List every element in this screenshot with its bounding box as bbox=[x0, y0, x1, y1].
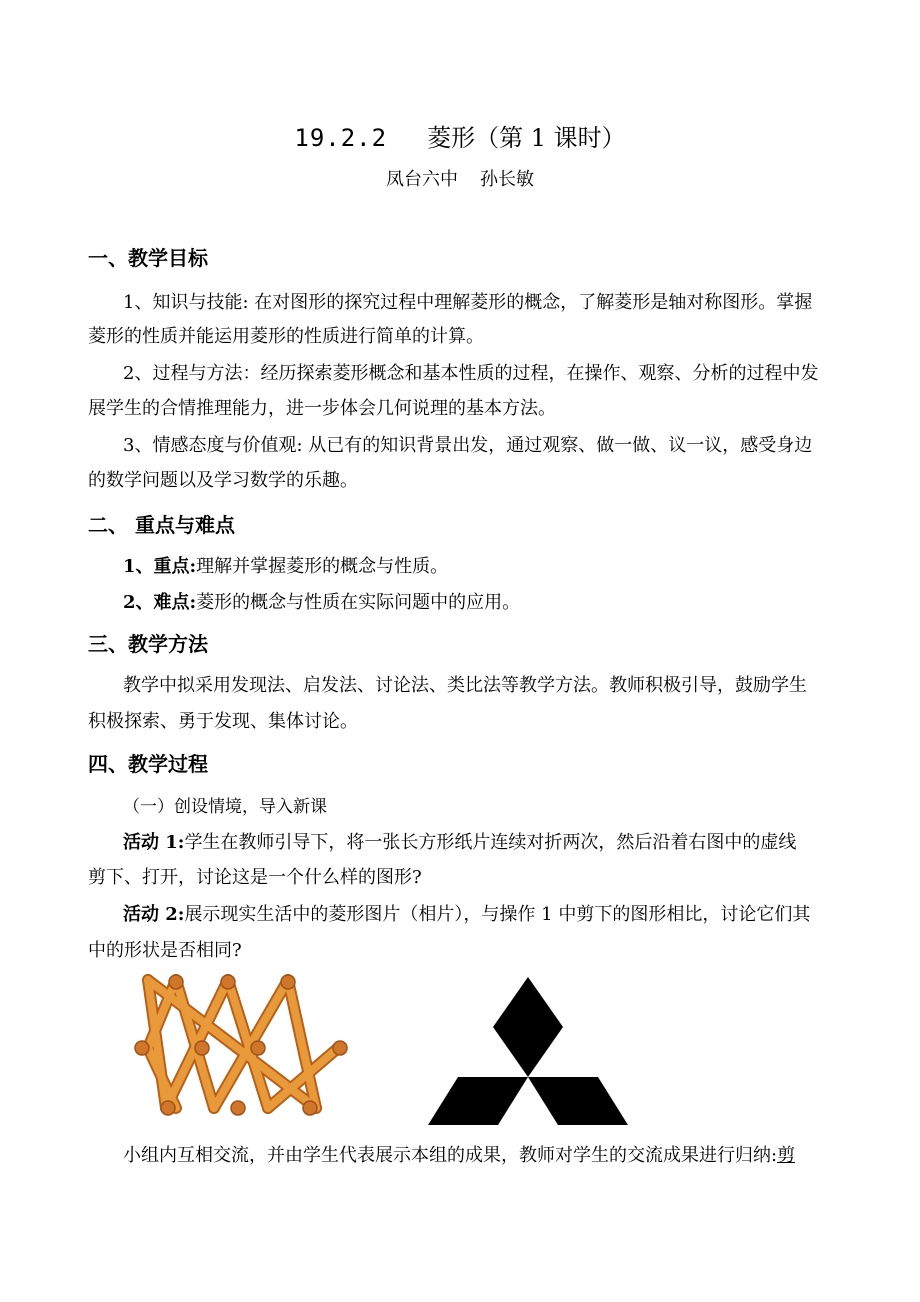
paragraph-line: 积极探索、勇于发现、集体讨论。 bbox=[88, 711, 358, 732]
author-name: 孙长敏 bbox=[480, 169, 534, 190]
section-heading-key-points: 二、 重点与难点 bbox=[88, 513, 235, 537]
section-heading-objectives: 一、教学目标 bbox=[88, 246, 208, 270]
paragraph-line: 展学生的合情推理能力，进一步体会几何说理的基本方法。 bbox=[88, 398, 556, 419]
paragraph-line: 中的形状是否相同? bbox=[88, 940, 242, 961]
key-point-label: 1、重点: bbox=[123, 556, 197, 577]
difficulty-text: 菱形的概念与性质在实际问题中的应用。 bbox=[196, 592, 521, 613]
paragraph-line: 2、过程与方法：经历探索菱形概念和基本性质的过程，在操作、观察、分析的过程中发 bbox=[123, 363, 819, 384]
key-point-item bbox=[123, 552, 448, 578]
activity-1 bbox=[123, 828, 796, 854]
difficulty-item bbox=[123, 588, 520, 614]
activity-1-label: 活动 1: bbox=[123, 832, 185, 853]
logo-diamond-right bbox=[528, 1077, 628, 1125]
key-point-text: 理解并掌握菱形的概念与性质。 bbox=[196, 556, 449, 577]
paragraph-line: 剪下、打开，讨论这是一个什么样的图形? bbox=[88, 867, 422, 888]
paragraph-line: 的数学问题以及学习数学的乐趣。 bbox=[88, 470, 358, 491]
paragraph-line: 菱形的性质并能运用菱形的性质进行简单的计算。 bbox=[88, 326, 484, 347]
rack-slats bbox=[148, 980, 338, 1108]
section-heading-methods: 三、教学方法 bbox=[88, 632, 208, 656]
activity-2-text: 展示现实生活中的菱形图片（相片），与操作 1 中剪下的图形相比，讨论它们其 bbox=[184, 904, 811, 925]
activity-2-label: 活动 2: bbox=[123, 904, 185, 925]
difficulty-label: 2、难点: bbox=[123, 592, 197, 613]
paragraph-line: 1、知识与技能: 在对图形的探究过程中理解菱形的概念，了解菱形是轴对称图形。掌握 bbox=[123, 292, 813, 313]
final-underlined-text: 剪 bbox=[777, 1145, 796, 1166]
logo-diamond-top bbox=[493, 977, 563, 1077]
activity-2 bbox=[123, 900, 810, 926]
paragraph-line: 3、情感态度与价值观: 从已有的知识背景出发，通过观察、做一做、议一议，感受身边 bbox=[123, 435, 813, 456]
author-line bbox=[0, 165, 920, 191]
activity-1-text: 学生在教师引导下，将一张长方形纸片连续对折两次，然后沿着右图中的虚线 bbox=[184, 832, 797, 853]
paragraph-line: 教学中拟采用发现法、启发法、讨论法、类比法等教学方法。教师积极引导，鼓励学生 bbox=[123, 675, 807, 696]
logo-diamond-left bbox=[428, 1077, 528, 1125]
subsection-heading: （一）创设情境，导入新课 bbox=[123, 797, 327, 817]
final-paragraph-line bbox=[123, 1141, 795, 1167]
section-heading-process: 四、教学过程 bbox=[88, 752, 208, 776]
author-school: 凤台六中 bbox=[386, 169, 458, 190]
document-title bbox=[0, 118, 920, 153]
title-number: 19.2.2 bbox=[294, 124, 388, 152]
final-text: 小组内互相交流，并由学生代表展示本组的成果，教师对学生的交流成果进行归纳: bbox=[123, 1145, 778, 1166]
title-text: 菱形（第 1 课时） bbox=[427, 124, 626, 152]
three-diamond-logo bbox=[428, 975, 628, 1127]
expandable-rack-image bbox=[128, 968, 354, 1120]
